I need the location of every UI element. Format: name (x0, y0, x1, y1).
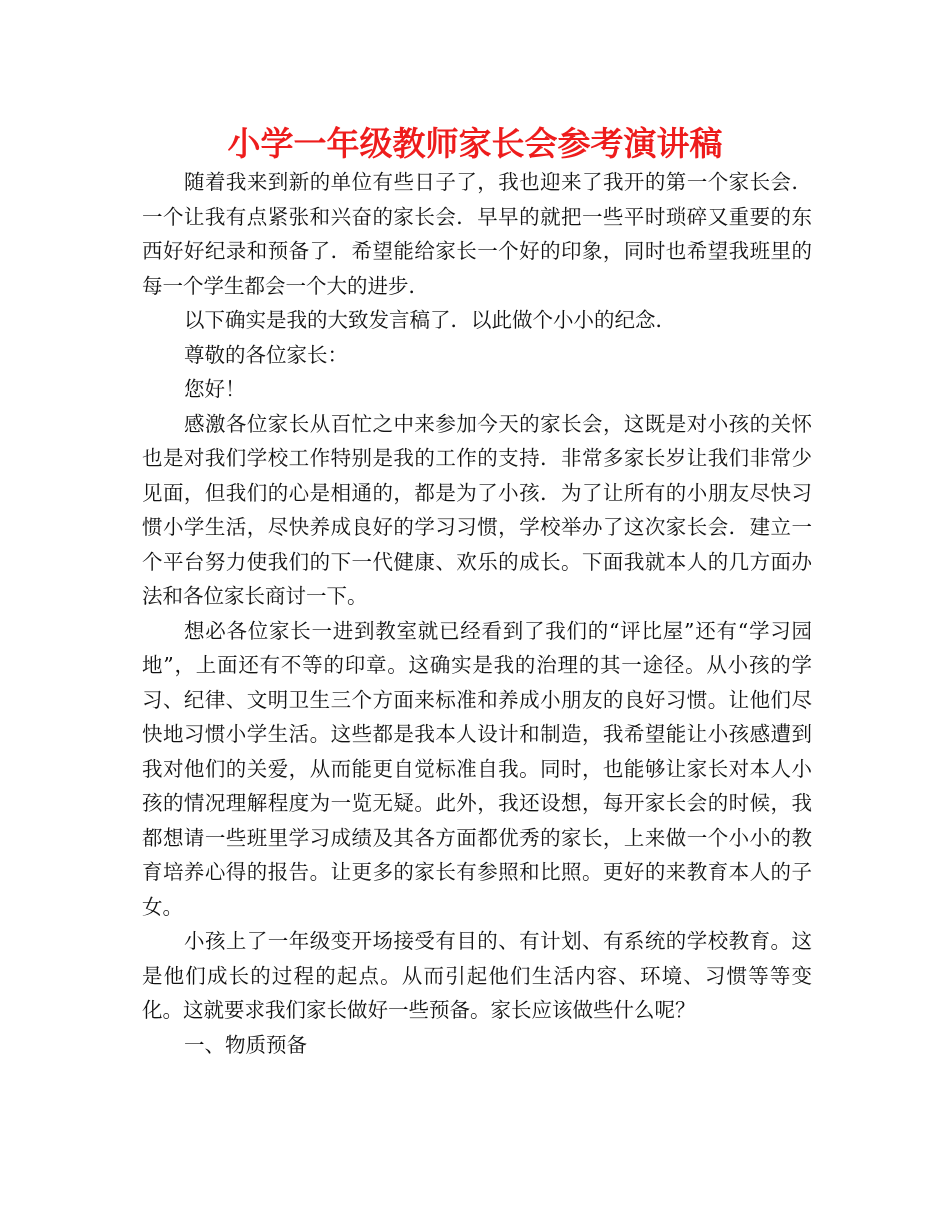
paragraph-salutation: 尊敬的各位家长： (184, 342, 348, 367)
paragraph-greeting: 您好！ (184, 377, 246, 401)
paragraph-speech-note: 以下确实是我的大致发言稿了．以此做个小小的纪念． (184, 308, 676, 332)
paragraph-thanks: 感激各位家长从百忙之中来参加今天的家长会，这既是对小孩的关怀也是对我们学校工作特别是我的工作的支持．非常多家长岁让我们非常少见面，但我们的心是相通的，都是为了小孩．为了让所有的小朋友尽快习惯小学生活，尽快养成良好的学习习惯，学校举办了这次家长会．建立一个平台努力使我们的下一代健康、欢乐的成长。下面我就本人的几方面办法和各位家长商讨一下。 (142, 411, 812, 608)
paragraph-classroom: 想必各位家长一进到教室就已经看到了我们的“评比屋”还有“学习园地”，上面还有不等的印章。这确实是我的治理的其一途径。从小孩的学习、纪律、文明卫生三个方面来标准和养成小朋友的良好习惯。让他们尽快地习惯小学生活。这些都是我本人设计和制造，我希望能让小孩感遭到我对他们的关爱，从而能更自觉标准自我。同时，也能够让家长对本人小孩的情况理解程度为一览无疑。此外，我还设想，每开家长会的时候，我都想请一些班里学习成绩及其各方面都优秀的家长，上来做一个小小的教育培养心得的报告。让更多的家长有参照和比照。更好的来教育本人的子女。 (142, 618, 812, 919)
document-body (142, 165, 812, 1062)
paragraph-first-grade: 小孩上了一年级变开场接受有目的、有计划、有系统的学校教育。这是他们成长的过程的起点。从而引起他们生活内容、环境、习惯等等变化。这就要求我们家长做好一些预备。家长应该做些什么呢？ (142, 929, 812, 1022)
paragraph-intro: 随着我来到新的单位有些日子了，我也迎来了我开的第一个家长会．一个让我有点紧张和兴奋的家长会．早早的就把一些平时琐碎又重要的东西好好纪录和预备了．希望能给家长一个好的印象，同时也希望我班里的每一个学生都会一个大的进步． (142, 170, 812, 298)
document-title: 小学一年级教师家长会参考演讲稿 (227, 124, 723, 163)
section-heading-material: 一、物质预备 (184, 1032, 307, 1057)
